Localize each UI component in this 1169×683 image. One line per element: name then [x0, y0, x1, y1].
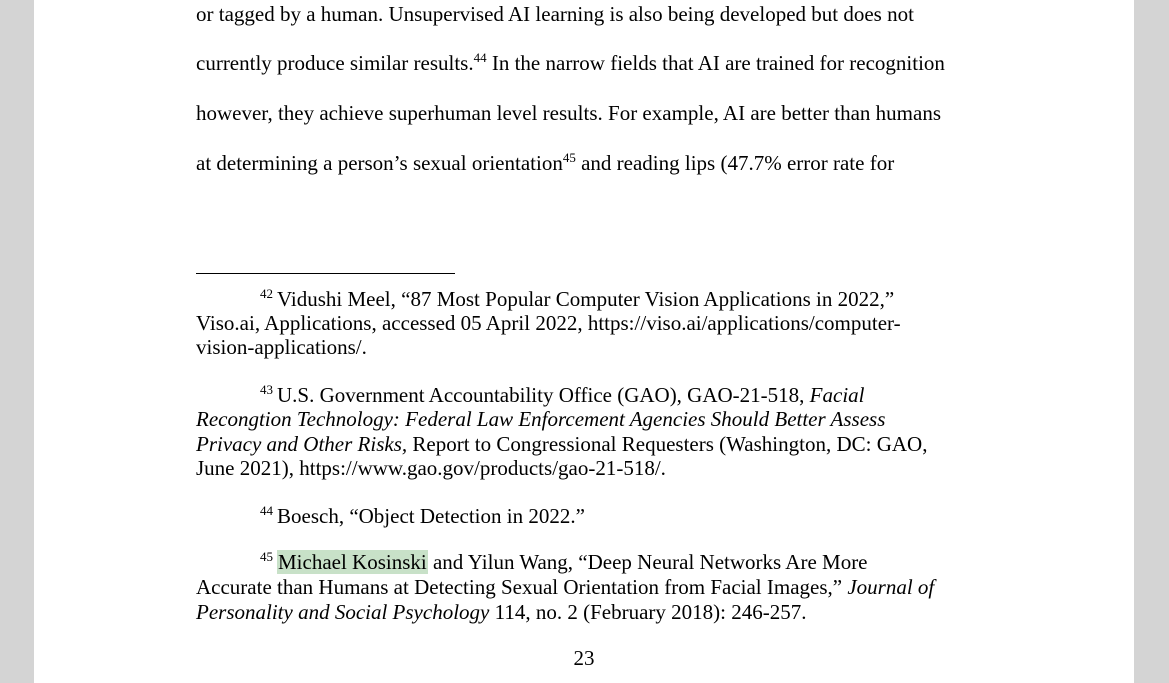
footnote-number: 44 [260, 503, 273, 518]
body-text: or tagged by a human. Unsupervised AI learning is also being developed but does not [196, 2, 914, 26]
footnote-text: June 2021), https://www.gao.gov/products/gao-21-518/. [196, 456, 666, 480]
footnote-number: 45 [260, 549, 273, 564]
highlighted-text[interactable]: Michael Kosinski [278, 550, 427, 574]
footnote-43 [260, 383, 865, 407]
footnote-42 [260, 287, 894, 311]
body-text: In the narrow fields that AI are trained for recognition [486, 51, 945, 75]
document-page [34, 0, 1134, 683]
footnote-text: Accurate than Humans at Detecting Sexual Orientation from Facial Images,” [196, 575, 848, 599]
footnote-text: Vidushi Meel, “87 Most Popular Computer Vision Applications in 2022,” [277, 287, 895, 311]
footnote-reference-45[interactable]: 45 [562, 150, 576, 165]
footnote-45-line-3 [196, 600, 806, 624]
body-line-2 [196, 51, 945, 75]
body-line-3 [196, 101, 941, 125]
footnote-title-italic: Recongtion Technology: Federal Law Enforcement Agencies Should Better Assess [196, 407, 886, 431]
body-text: currently produce similar results. [196, 51, 474, 75]
footnote-number: 42 [260, 286, 273, 301]
body-text: at determining a person’s sexual orientation [196, 151, 563, 175]
footnote-text: and Yilun Wang, “Deep Neural Networks Are More [427, 550, 868, 574]
footnote-44 [260, 504, 585, 528]
footnote-title-italic: Journal of [847, 575, 935, 599]
footnote-title-italic: Personality and Social Psychology [196, 600, 490, 624]
footnote-45-line-2 [196, 575, 934, 599]
body-text: however, they achieve superhuman level results. For example, AI are better than humans [196, 101, 941, 125]
footnote-43-line-2 [196, 407, 885, 431]
footnote-title-italic: Privacy and Other Risks, [196, 432, 408, 456]
footnote-43-line-3 [196, 432, 927, 456]
footnote-text: Viso.ai, Applications, accessed 05 April 2022, https://viso.ai/applications/computer- [196, 311, 901, 335]
body-line-1 [196, 2, 914, 26]
body-text: and reading lips (47.7% error rate for [575, 151, 895, 175]
footnote-reference-44[interactable]: 44 [473, 50, 487, 65]
footnote-45 [260, 550, 868, 574]
footnote-text: vision-applications/. [196, 335, 367, 359]
footnote-43-line-4 [196, 456, 666, 480]
footnote-text: Report to Congressional Requesters (Washington, DC: GAO, [407, 432, 928, 456]
body-line-4 [196, 151, 894, 175]
footnote-42-line-2 [196, 311, 901, 335]
footnote-title-italic: Facial [809, 383, 865, 407]
page-number: 23 [573, 646, 595, 670]
footnote-text: Boesch, “Object Detection in 2022.” [277, 504, 585, 528]
footnote-number: 43 [260, 382, 273, 397]
footnote-42-line-3 [196, 335, 367, 359]
footnote-text: U.S. Government Accountability Office (GAO), GAO-21-518, [277, 383, 810, 407]
footnote-text: 114, no. 2 (February 2018): 246-257. [489, 600, 807, 624]
footnote-separator [196, 273, 455, 274]
